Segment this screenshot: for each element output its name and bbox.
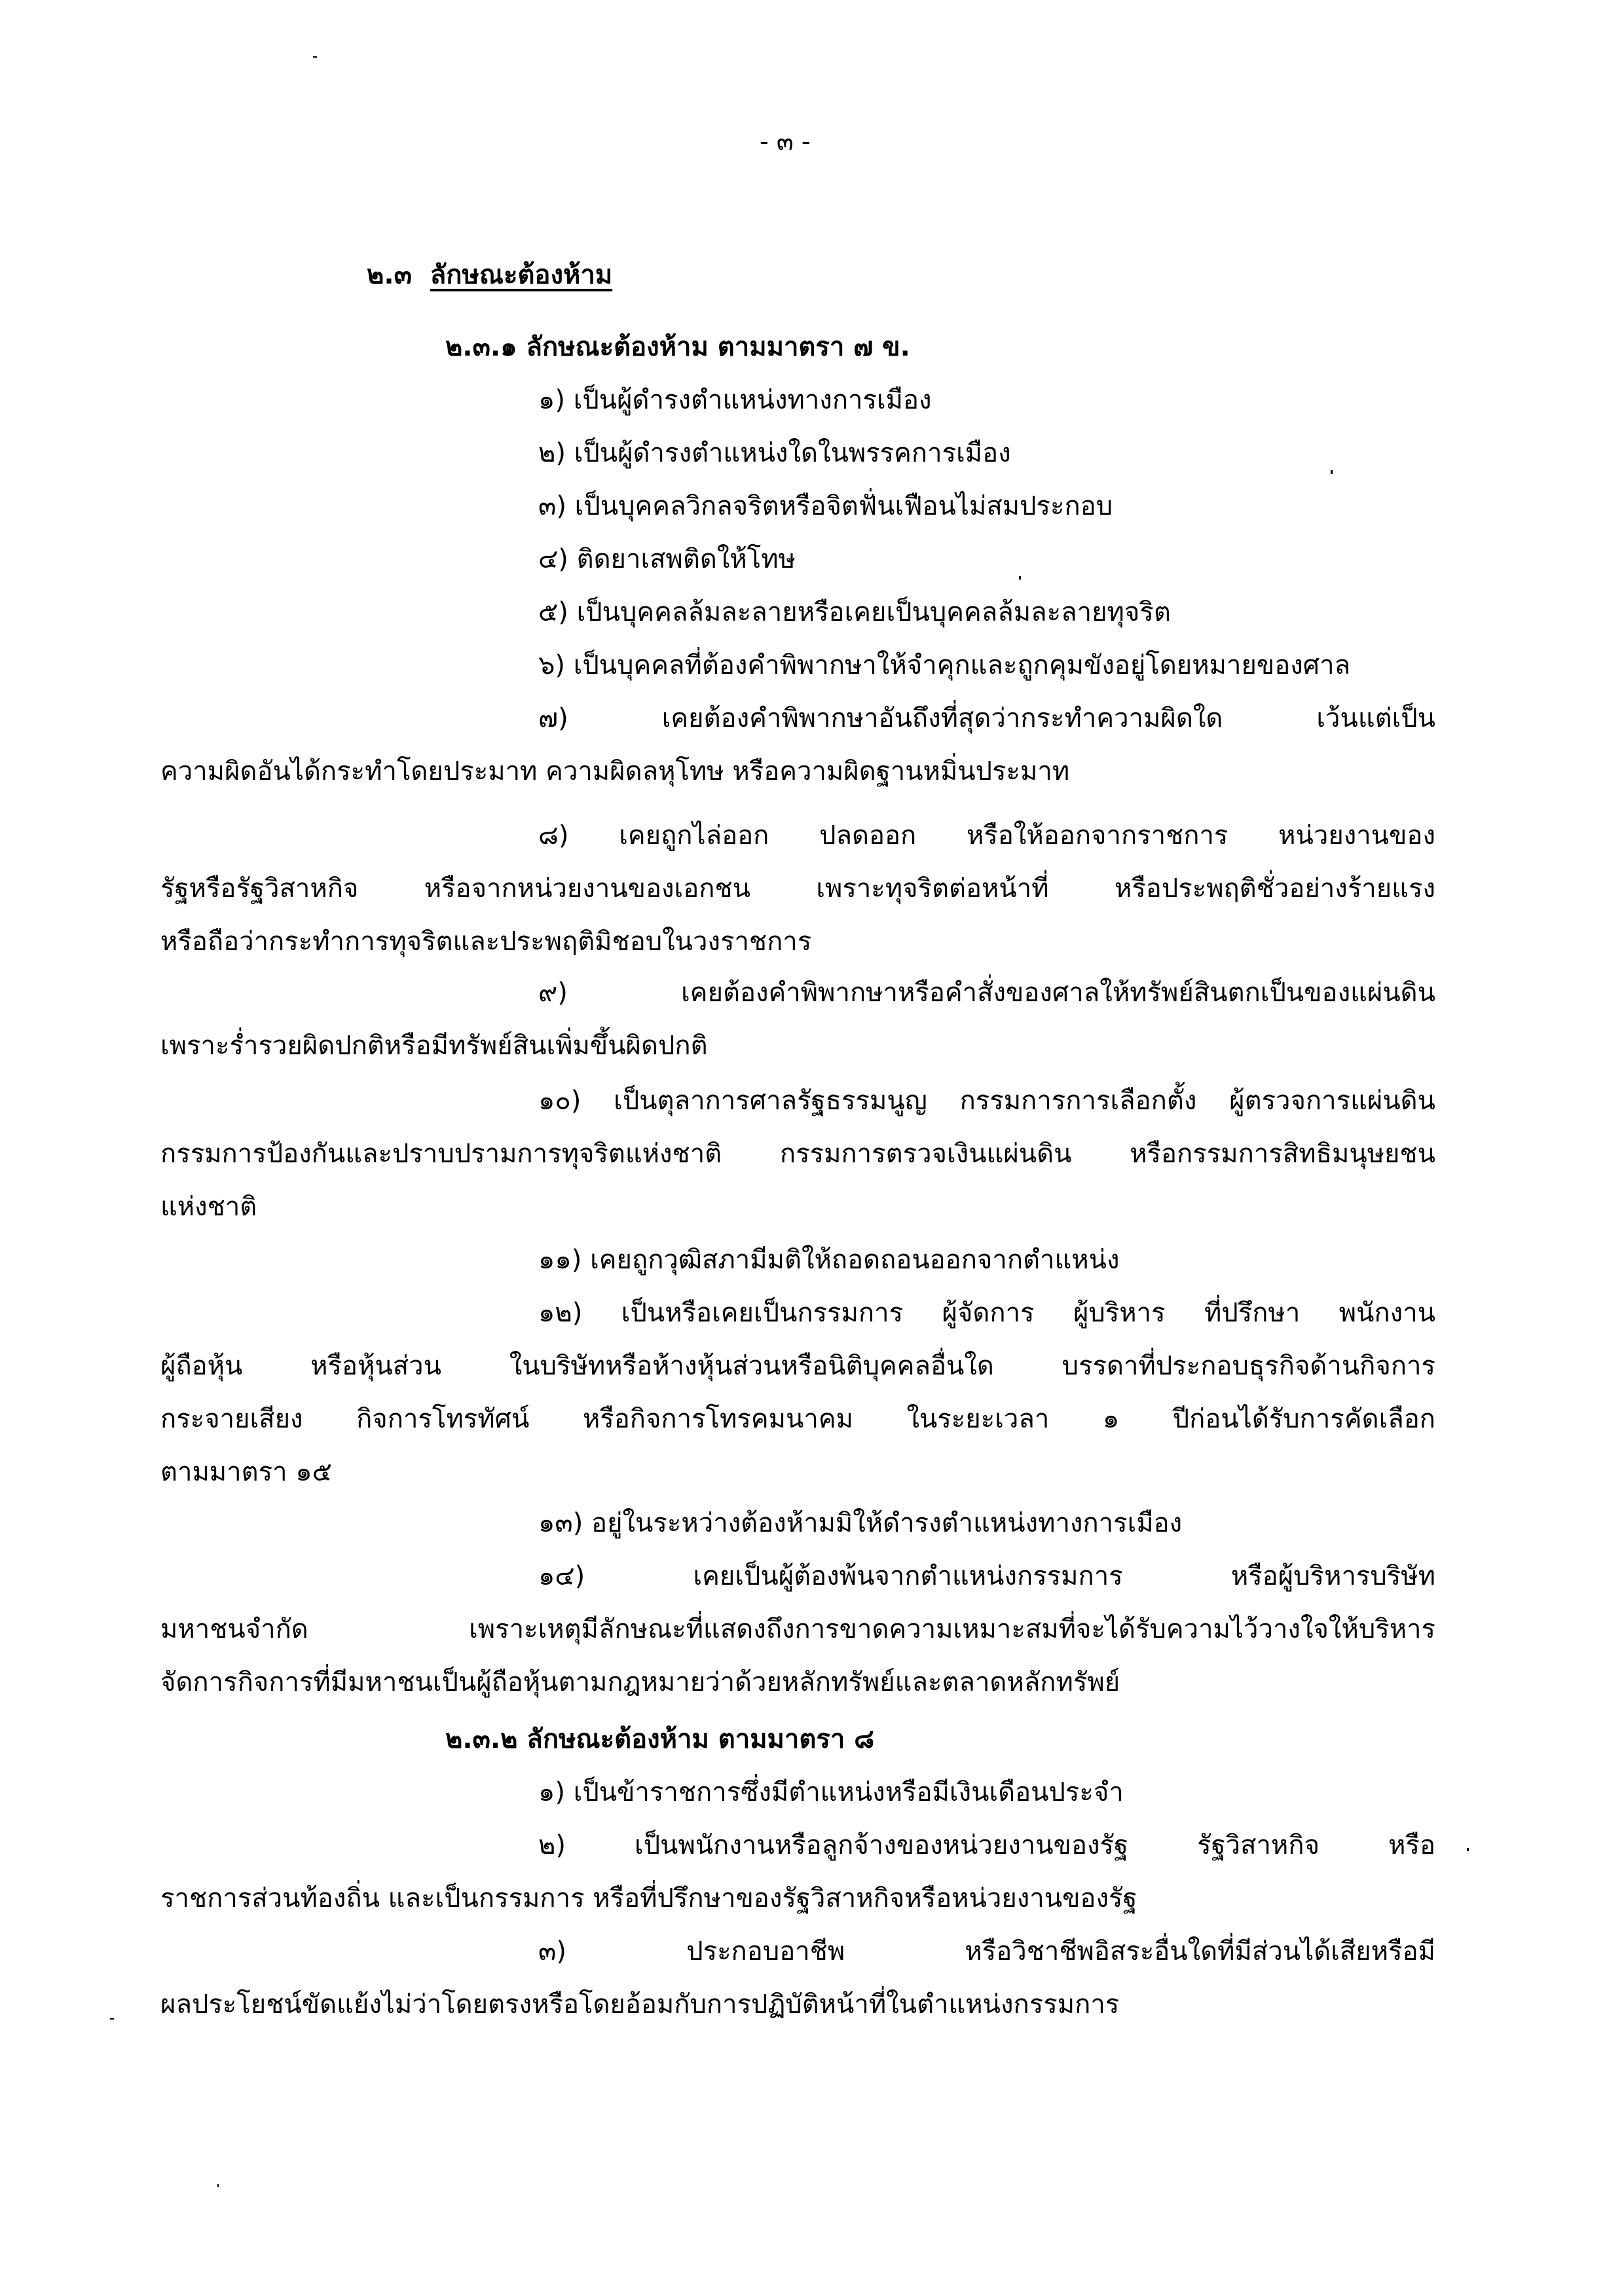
list-item: ๒) เป็นพนักงานหรือลูกจ้างของหน่วยงานของรัฐ รัฐวิสาหกิจ หรือ: [538, 1830, 1435, 1860]
list-item-continuation: กรรมการป้องกันและปราบปรามการทุจริตแห่งชาติ กรรมการตรวจเงินแผ่นดิน หรือกรรมการสิทธิมนุษยชน: [160, 1139, 1435, 1169]
list-item: ๔) ติดยาเสพติดให้โทษ: [538, 544, 796, 574]
list-item: ๑๒) เป็นหรือเคยเป็นกรรมการ ผู้จัดการ ผู้บริหาร ที่ปรึกษา พนักงาน: [538, 1298, 1435, 1328]
list-item: ๑๔) เคยเป็นผู้ต้องพ้นจากตำแหน่งกรรมการ หรือผู้บริหารบริษัท: [538, 1561, 1435, 1591]
list-item: ๑) เป็นข้าราชการซึ่งมีตำแหน่งหรือมีเงินเดือนประจำ: [538, 1777, 1124, 1807]
list-item-continuation: ตามมาตรา ๑๕: [160, 1457, 332, 1487]
list-item-continuation: ผู้ถือหุ้น หรือหุ้นส่วน ในบริษัทหรือห้างหุ้นส่วนหรือนิติบุคคลอื่นใด บรรดาที่ประกอบธุรกิจด้านกิจการ: [160, 1351, 1435, 1381]
list-item: ๙) เคยต้องคำพิพากษาหรือคำสั่งของศาลให้ทรัพย์สินตกเป็นของแผ่นดิน: [538, 978, 1435, 1008]
list-item-continuation: เพราะร่ำรวยผิดปกติหรือมีทรัพย์สินเพิ่มขึ้นผิดปกติ: [160, 1031, 708, 1061]
list-item: ๕) เป็นบุคคลล้มละลายหรือเคยเป็นบุคคลล้มละลายทุจริต: [538, 597, 1171, 627]
list-item-continuation: ความผิดอันได้กระทำโดยประมาท ความผิดลหุโทษ หรือความผิดฐานหมิ่นประมาท: [160, 756, 1070, 786]
list-item-continuation: จัดการกิจการที่มีมหาชนเป็นผู้ถือหุ้นตามกฎหมายว่าด้วยหลักทรัพย์และตลาดหลักทรัพย์: [160, 1667, 1120, 1697]
list-item: ๑) เป็นผู้ดำรงตำแหน่งทางการเมือง: [538, 385, 932, 415]
subsection-title: ลักษณะต้องห้าม ตามมาตรา ๗ ข.: [526, 332, 910, 362]
scan-speck: [1467, 1848, 1469, 1851]
subsection-heading-2: [445, 1721, 874, 1758]
list-item: ๘) เคยถูกไล่ออก ปลดออก หรือให้ออกจากราชการ หน่วยงานของ: [538, 821, 1435, 851]
list-item: ๑๐) เป็นตุลาการศาลรัฐธรรมนูญ กรรมการการเลือกตั้ง ผู้ตรวจการแผ่นดิน: [538, 1086, 1435, 1116]
list-item: ๗) เคยต้องคำพิพากษาอันถึงที่สุดว่ากระทำความผิดใด เว้นแต่เป็น: [538, 703, 1435, 733]
scan-speck: [1019, 576, 1021, 580]
subsection-number: ๒.๓.๑: [445, 332, 517, 362]
list-item: ๖) เป็นบุคคลที่ต้องคำพิพากษาให้จำคุกและถูกคุมขังอยู่โดยหมายของศาล: [538, 650, 1351, 680]
list-item-continuation: มหาชนจำกัด เพราะเหตุมีลักษณะที่แสดงถึงการขาดความเหมาะสมที่จะได้รับความไว้วางใจให้บริหาร: [160, 1614, 1435, 1644]
list-item-continuation: แห่งชาติ: [160, 1192, 257, 1222]
list-item-continuation: หรือถือว่ากระทำการทุจริตและประพฤติมิชอบในวงราชการ: [160, 927, 812, 957]
subsection-heading-1: [445, 329, 910, 365]
scan-speck: [110, 2018, 114, 2020]
subsection-title: ลักษณะต้องห้าม ตามมาตรา ๘: [526, 1724, 875, 1754]
list-item: ๓) ประกอบอาชีพ หรือวิชาชีพอิสระอื่นใดที่มีส่วนได้เสียหรือมี: [538, 1936, 1435, 1967]
list-item: ๑๑) เคยถูกวุฒิสภามีมติให้ถอดถอนออกจากตำแหน่ง: [538, 1245, 1120, 1275]
section-heading: [367, 257, 612, 293]
list-item: ๓) เป็นบุคคลวิกลจริตหรือจิตฟั่นเฟือนไม่สมประกอบ: [538, 491, 1113, 521]
section-title: ลักษณะต้องห้าม: [430, 260, 613, 290]
list-item: ๑๓) อยู่ในระหว่างต้องห้ามมิให้ดำรงตำแหน่งทางการเมือง: [538, 1508, 1183, 1538]
page-number: - ๓ -: [760, 127, 811, 156]
section-number: ๒.๓: [367, 260, 412, 290]
list-item: ๒) เป็นผู้ดำรงตำแหน่งใดในพรรคการเมือง: [538, 438, 1011, 468]
list-item-continuation: ผลประโยชน์ขัดแย้งไม่ว่าโดยตรงหรือโดยอ้อมกับการปฏิบัติหน้าที่ในตำแหน่งกรรมการ: [160, 1989, 1120, 2020]
scan-speck: [313, 56, 317, 58]
list-item-continuation: รัฐหรือรัฐวิสาหกิจ หรือจากหน่วยงานของเอกชน เพราะทุจริตต่อหน้าที่ หรือประพฤติชั่วอย่างร้ายแรง: [160, 874, 1435, 904]
subsection-number: ๒.๓.๒: [445, 1724, 518, 1754]
scan-speck: [217, 2184, 219, 2187]
scan-speck: [1331, 470, 1333, 474]
list-item-continuation: ราชการส่วนท้องถิ่น และเป็นกรรมการ หรือที่ปรึกษาของรัฐวิสาหกิจหรือหน่วยงานของรัฐ: [160, 1883, 1137, 1913]
list-item-continuation: กระจายเสียง กิจการโทรทัศน์ หรือกิจการโทรคมนาคม ในระยะเวลา ๑ ปีก่อนได้รับการคัดเลือก: [160, 1404, 1435, 1434]
